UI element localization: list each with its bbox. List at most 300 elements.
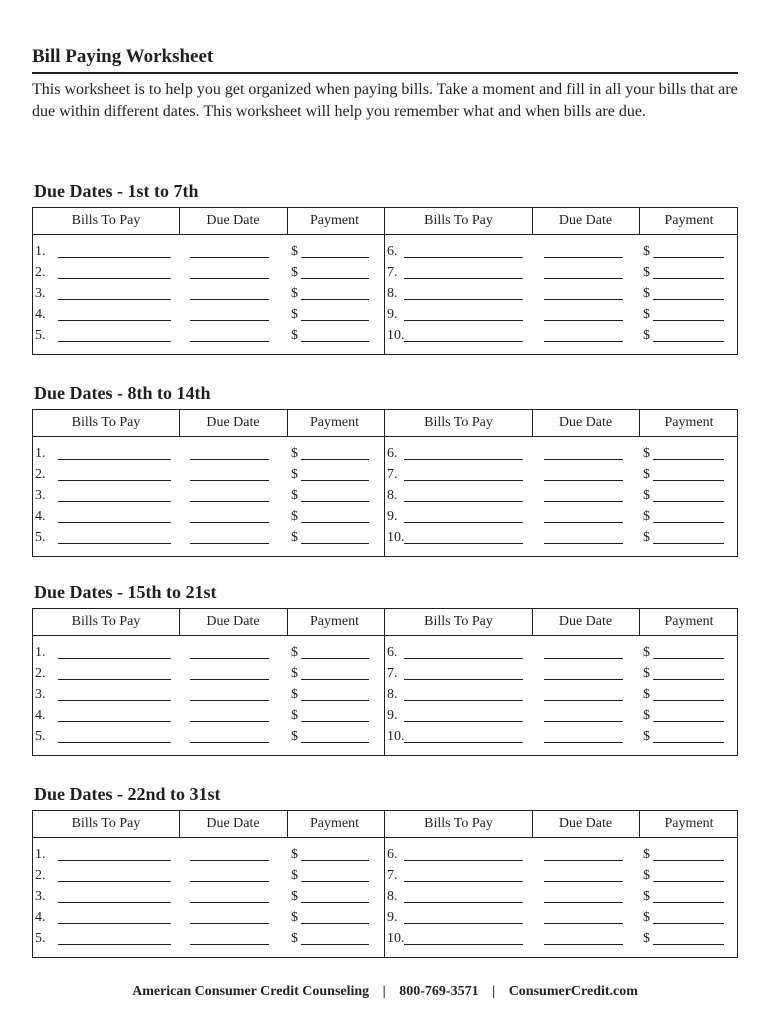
column-header: Bills To Pay — [71, 816, 141, 831]
payment-field[interactable] — [653, 923, 724, 924]
due-date-field[interactable] — [190, 721, 269, 722]
bill-row — [385, 705, 737, 726]
payment-field[interactable] — [301, 881, 369, 882]
column-header: Due Date — [558, 213, 613, 228]
column-divider — [287, 410, 288, 436]
bill-row — [33, 844, 385, 865]
row-number: 9. — [387, 509, 398, 524]
bill-name-field[interactable] — [58, 679, 171, 680]
column-header: Due Date — [206, 213, 260, 228]
due-date-field[interactable] — [190, 700, 269, 701]
bill-row — [33, 325, 385, 346]
column-header: Bills To Pay — [71, 614, 141, 629]
dollar-sign: $ — [291, 265, 298, 280]
column-header: Payment — [310, 614, 359, 629]
bill-row — [385, 726, 737, 747]
due-date-field[interactable] — [544, 257, 623, 258]
due-date-field[interactable] — [190, 860, 269, 861]
dollar-sign: $ — [291, 307, 298, 322]
payment-field[interactable] — [653, 278, 724, 279]
due-dates-section — [32, 581, 738, 756]
column-divider — [179, 811, 180, 837]
due-dates-section — [32, 382, 738, 557]
row-number: 3. — [35, 286, 46, 301]
payment-field[interactable] — [653, 341, 724, 342]
title-rule — [32, 72, 738, 74]
payment-field[interactable] — [301, 501, 369, 502]
due-date-field[interactable] — [544, 944, 623, 945]
row-number: 5. — [35, 530, 46, 545]
bill-name-field[interactable] — [404, 902, 523, 903]
payment-field[interactable] — [301, 860, 369, 861]
due-date-field[interactable] — [544, 341, 623, 342]
due-date-field[interactable] — [544, 721, 623, 722]
bill-row — [385, 325, 737, 346]
table-header — [33, 410, 737, 437]
intro-paragraph: This worksheet is to help you get organized when paying bills. Take a moment and fill in all your bills that are due within different dates. This worksheet will help you remember what and when bills are due. — [32, 81, 738, 120]
row-number: 7. — [387, 265, 398, 280]
dollar-sign: $ — [291, 729, 298, 744]
due-date-field[interactable] — [190, 278, 269, 279]
bill-name-field[interactable] — [58, 543, 171, 544]
dollar-sign: $ — [643, 910, 650, 925]
dollar-sign: $ — [291, 889, 298, 904]
column-header: Payment — [664, 816, 714, 831]
column-header: Due Date — [206, 415, 260, 430]
column-header: Bills To Pay — [71, 415, 141, 430]
bill-name-field[interactable] — [58, 459, 171, 460]
payment-field[interactable] — [653, 721, 724, 722]
bill-row — [385, 283, 737, 304]
row-number: 6. — [387, 244, 398, 259]
dollar-sign: $ — [291, 488, 298, 503]
row-number: 8. — [387, 488, 398, 503]
bill-name-field[interactable] — [58, 658, 171, 659]
dollar-sign: $ — [643, 530, 650, 545]
payment-field[interactable] — [301, 700, 369, 701]
dollar-sign: $ — [643, 729, 650, 744]
dollar-sign: $ — [643, 328, 650, 343]
dollar-sign: $ — [643, 645, 650, 660]
payment-field[interactable] — [301, 543, 369, 544]
bill-name-field[interactable] — [404, 522, 523, 523]
payment-field[interactable] — [653, 257, 724, 258]
due-date-field[interactable] — [190, 501, 269, 502]
column-divider — [287, 609, 288, 635]
column-header: Payment — [310, 816, 359, 831]
column-header: Bills To Pay — [71, 213, 141, 228]
bill-row — [385, 485, 737, 506]
row-number: 10. — [387, 328, 405, 343]
row-number: 8. — [387, 889, 398, 904]
section-title: Due Dates - 22nd to 31st — [34, 784, 221, 804]
bill-row — [385, 241, 737, 262]
row-number: 7. — [387, 868, 398, 883]
column-header: Due Date — [558, 614, 613, 629]
bills-table — [32, 608, 738, 756]
column-header: Due Date — [558, 816, 613, 831]
due-date-field[interactable] — [544, 881, 623, 882]
payment-field[interactable] — [653, 459, 724, 460]
footer-phone: 800-769-3571 — [399, 984, 479, 999]
bill-row — [33, 262, 385, 283]
row-number: 1. — [35, 446, 46, 461]
table-header — [33, 609, 737, 636]
payment-field[interactable] — [653, 679, 724, 680]
bill-row — [385, 527, 737, 548]
due-date-field[interactable] — [544, 860, 623, 861]
bill-row — [33, 865, 385, 886]
due-date-field[interactable] — [544, 299, 623, 300]
bill-name-field[interactable] — [58, 522, 171, 523]
column-divider — [179, 609, 180, 635]
due-date-field[interactable] — [190, 522, 269, 523]
due-date-field[interactable] — [190, 257, 269, 258]
column-header: Due Date — [206, 614, 260, 629]
due-date-field[interactable] — [544, 679, 623, 680]
dollar-sign: $ — [643, 931, 650, 946]
section-title: Due Dates - 15th to 21st — [34, 582, 217, 602]
due-date-field[interactable] — [190, 320, 269, 321]
bills-table — [32, 207, 738, 355]
payment-field[interactable] — [653, 658, 724, 659]
bill-name-field[interactable] — [404, 700, 523, 701]
bill-row — [385, 928, 737, 949]
payment-field[interactable] — [653, 480, 724, 481]
column-header: Bills To Pay — [424, 415, 493, 430]
section-title: Due Dates - 1st to 7th — [34, 181, 199, 201]
payment-field[interactable] — [653, 881, 724, 882]
column-header: Bills To Pay — [424, 816, 493, 831]
due-date-field[interactable] — [190, 881, 269, 882]
due-date-field[interactable] — [190, 923, 269, 924]
dollar-sign: $ — [643, 889, 650, 904]
row-number: 6. — [387, 446, 398, 461]
bill-row — [33, 464, 385, 485]
row-number: 4. — [35, 307, 46, 322]
row-number: 7. — [387, 467, 398, 482]
dollar-sign: $ — [643, 307, 650, 322]
dollar-sign: $ — [643, 509, 650, 524]
payment-field[interactable] — [301, 320, 369, 321]
due-date-field[interactable] — [190, 658, 269, 659]
bill-row — [33, 304, 385, 325]
bill-row — [385, 506, 737, 527]
row-number: 8. — [387, 687, 398, 702]
row-number: 5. — [35, 931, 46, 946]
due-date-field[interactable] — [544, 459, 623, 460]
dollar-sign: $ — [643, 687, 650, 702]
column-header: Payment — [310, 213, 359, 228]
row-number: 1. — [35, 645, 46, 660]
bill-name-field[interactable] — [404, 459, 523, 460]
payment-field[interactable] — [301, 923, 369, 924]
bill-name-field[interactable] — [404, 501, 523, 502]
row-number: 5. — [35, 729, 46, 744]
payment-field[interactable] — [653, 320, 724, 321]
dollar-sign: $ — [643, 244, 650, 259]
due-date-field[interactable] — [190, 299, 269, 300]
payment-field[interactable] — [301, 721, 369, 722]
bill-name-field[interactable] — [404, 860, 523, 861]
row-number: 5. — [35, 328, 46, 343]
bill-row — [33, 283, 385, 304]
column-header: Bills To Pay — [424, 614, 493, 629]
due-date-field[interactable] — [544, 278, 623, 279]
bill-row — [385, 663, 737, 684]
bill-row — [385, 304, 737, 325]
column-header: Bills To Pay — [424, 213, 493, 228]
bill-row — [33, 241, 385, 262]
row-number: 10. — [387, 729, 405, 744]
bill-name-field[interactable] — [58, 860, 171, 861]
due-date-field[interactable] — [190, 902, 269, 903]
bill-row — [33, 726, 385, 747]
payment-field[interactable] — [653, 700, 724, 701]
bill-row — [33, 663, 385, 684]
row-number: 3. — [35, 889, 46, 904]
bill-name-field[interactable] — [58, 320, 171, 321]
bill-name-field[interactable] — [58, 299, 171, 300]
column-divider — [532, 208, 533, 234]
bill-row — [33, 443, 385, 464]
payment-field[interactable] — [301, 299, 369, 300]
row-number: 3. — [35, 687, 46, 702]
bill-name-field[interactable] — [404, 278, 523, 279]
dollar-sign: $ — [291, 645, 298, 660]
row-number: 3. — [35, 488, 46, 503]
bill-name-field[interactable] — [404, 320, 523, 321]
bills-table — [32, 810, 738, 958]
column-divider — [532, 410, 533, 436]
payment-field[interactable] — [301, 742, 369, 743]
bill-name-field[interactable] — [58, 721, 171, 722]
bill-row — [385, 262, 737, 283]
footer-organization: American Consumer Credit Counseling — [132, 984, 370, 999]
bill-name-field[interactable] — [404, 679, 523, 680]
column-divider — [639, 410, 640, 436]
bill-row — [33, 642, 385, 663]
row-number: 4. — [35, 708, 46, 723]
footer — [0, 984, 770, 1000]
due-date-field[interactable] — [544, 522, 623, 523]
footer-website[interactable]: ConsumerCredit.com — [508, 984, 638, 999]
worksheet-title: Bill Paying Worksheet — [32, 46, 214, 67]
payment-field[interactable] — [653, 902, 724, 903]
due-date-field[interactable] — [544, 700, 623, 701]
bills-table — [32, 409, 738, 557]
column-header: Due Date — [206, 816, 260, 831]
payment-field[interactable] — [301, 944, 369, 945]
row-number: 1. — [35, 847, 46, 862]
due-date-field[interactable] — [190, 742, 269, 743]
row-number: 2. — [35, 265, 46, 280]
bill-row — [33, 684, 385, 705]
column-divider — [287, 208, 288, 234]
column-header: Payment — [664, 213, 714, 228]
bill-name-field[interactable] — [404, 341, 523, 342]
payment-field[interactable] — [301, 658, 369, 659]
bill-name-field[interactable] — [58, 480, 171, 481]
bill-name-field[interactable] — [404, 257, 523, 258]
bill-name-field[interactable] — [58, 742, 171, 743]
due-date-field[interactable] — [190, 480, 269, 481]
row-number: 2. — [35, 868, 46, 883]
payment-field[interactable] — [301, 278, 369, 279]
bill-name-field[interactable] — [58, 501, 171, 502]
row-number: 1. — [35, 244, 46, 259]
due-date-field[interactable] — [544, 480, 623, 481]
bill-row — [385, 907, 737, 928]
payment-field[interactable] — [653, 543, 724, 544]
column-divider — [639, 208, 640, 234]
payment-field[interactable] — [301, 459, 369, 460]
column-divider — [639, 609, 640, 635]
dollar-sign: $ — [291, 708, 298, 723]
row-number: 2. — [35, 467, 46, 482]
row-number: 10. — [387, 931, 405, 946]
due-date-field[interactable] — [190, 543, 269, 544]
payment-field[interactable] — [301, 679, 369, 680]
due-date-field[interactable] — [544, 658, 623, 659]
row-number: 9. — [387, 910, 398, 925]
payment-field[interactable] — [301, 341, 369, 342]
bill-name-field[interactable] — [58, 923, 171, 924]
bill-name-field[interactable] — [58, 881, 171, 882]
payment-field[interactable] — [653, 501, 724, 502]
dollar-sign: $ — [291, 910, 298, 925]
dollar-sign: $ — [643, 708, 650, 723]
row-number: 9. — [387, 307, 398, 322]
dollar-sign: $ — [291, 687, 298, 702]
due-date-field[interactable] — [190, 459, 269, 460]
bill-name-field[interactable] — [58, 700, 171, 701]
row-number: 4. — [35, 509, 46, 524]
dollar-sign: $ — [643, 467, 650, 482]
bill-row — [385, 844, 737, 865]
bill-name-field[interactable] — [404, 658, 523, 659]
row-number: 6. — [387, 847, 398, 862]
row-number: 10. — [387, 530, 405, 545]
column-divider — [639, 811, 640, 837]
dollar-sign: $ — [643, 286, 650, 301]
dollar-sign: $ — [291, 847, 298, 862]
due-dates-section — [32, 783, 738, 958]
payment-field[interactable] — [301, 480, 369, 481]
column-divider — [532, 609, 533, 635]
row-number: 9. — [387, 708, 398, 723]
table-header — [33, 208, 737, 235]
payment-field[interactable] — [653, 299, 724, 300]
dollar-sign: $ — [291, 666, 298, 681]
row-number: 6. — [387, 645, 398, 660]
bill-name-field[interactable] — [404, 944, 523, 945]
dollar-sign: $ — [291, 530, 298, 545]
column-header: Payment — [664, 614, 714, 629]
payment-field[interactable] — [301, 522, 369, 523]
bill-name-field[interactable] — [404, 299, 523, 300]
payment-field[interactable] — [653, 860, 724, 861]
column-header: Payment — [310, 415, 359, 430]
payment-field[interactable] — [653, 522, 724, 523]
dollar-sign: $ — [291, 868, 298, 883]
payment-field[interactable] — [653, 742, 724, 743]
bill-row — [33, 527, 385, 548]
dollar-sign: $ — [643, 446, 650, 461]
bill-name-field[interactable] — [58, 257, 171, 258]
due-date-field[interactable] — [544, 501, 623, 502]
column-divider — [179, 410, 180, 436]
bill-row — [33, 928, 385, 949]
bill-row — [33, 485, 385, 506]
payment-field[interactable] — [653, 944, 724, 945]
table-header — [33, 811, 737, 838]
payment-field[interactable] — [301, 902, 369, 903]
dollar-sign: $ — [643, 868, 650, 883]
bill-row — [385, 464, 737, 485]
bill-name-field[interactable] — [404, 721, 523, 722]
section-title: Due Dates - 8th to 14th — [34, 383, 211, 403]
bill-name-field[interactable] — [404, 881, 523, 882]
row-number: 2. — [35, 666, 46, 681]
bill-name-field[interactable] — [404, 543, 523, 544]
dollar-sign: $ — [291, 931, 298, 946]
dollar-sign: $ — [643, 666, 650, 681]
dollar-sign: $ — [291, 509, 298, 524]
bill-name-field[interactable] — [58, 944, 171, 945]
bill-row — [33, 907, 385, 928]
bill-row — [385, 642, 737, 663]
due-date-field[interactable] — [190, 944, 269, 945]
row-number: 4. — [35, 910, 46, 925]
bill-row — [33, 886, 385, 907]
row-number: 8. — [387, 286, 398, 301]
bill-name-field[interactable] — [404, 923, 523, 924]
column-header: Payment — [664, 415, 714, 430]
bill-row — [33, 705, 385, 726]
bill-name-field[interactable] — [58, 902, 171, 903]
column-divider — [532, 811, 533, 837]
dollar-sign: $ — [291, 244, 298, 259]
dollar-sign: $ — [643, 265, 650, 280]
due-date-field[interactable] — [544, 543, 623, 544]
due-date-field[interactable] — [190, 679, 269, 680]
dollar-sign: $ — [643, 847, 650, 862]
footer-separator: | — [492, 984, 496, 999]
payment-field[interactable] — [301, 257, 369, 258]
dollar-sign: $ — [291, 328, 298, 343]
due-date-field[interactable] — [544, 923, 623, 924]
dollar-sign: $ — [291, 286, 298, 301]
due-date-field[interactable] — [544, 742, 623, 743]
dollar-sign: $ — [291, 467, 298, 482]
bill-row — [385, 443, 737, 464]
due-dates-section — [32, 180, 738, 355]
bill-name-field[interactable] — [58, 278, 171, 279]
bill-row — [385, 684, 737, 705]
bill-name-field[interactable] — [404, 742, 523, 743]
footer-separator: | — [382, 984, 386, 999]
dollar-sign: $ — [643, 488, 650, 503]
bill-name-field[interactable] — [58, 341, 171, 342]
due-date-field[interactable] — [190, 341, 269, 342]
due-date-field[interactable] — [544, 902, 623, 903]
bill-name-field[interactable] — [404, 480, 523, 481]
due-date-field[interactable] — [544, 320, 623, 321]
column-divider — [287, 811, 288, 837]
column-header: Due Date — [558, 415, 613, 430]
bill-row — [385, 865, 737, 886]
